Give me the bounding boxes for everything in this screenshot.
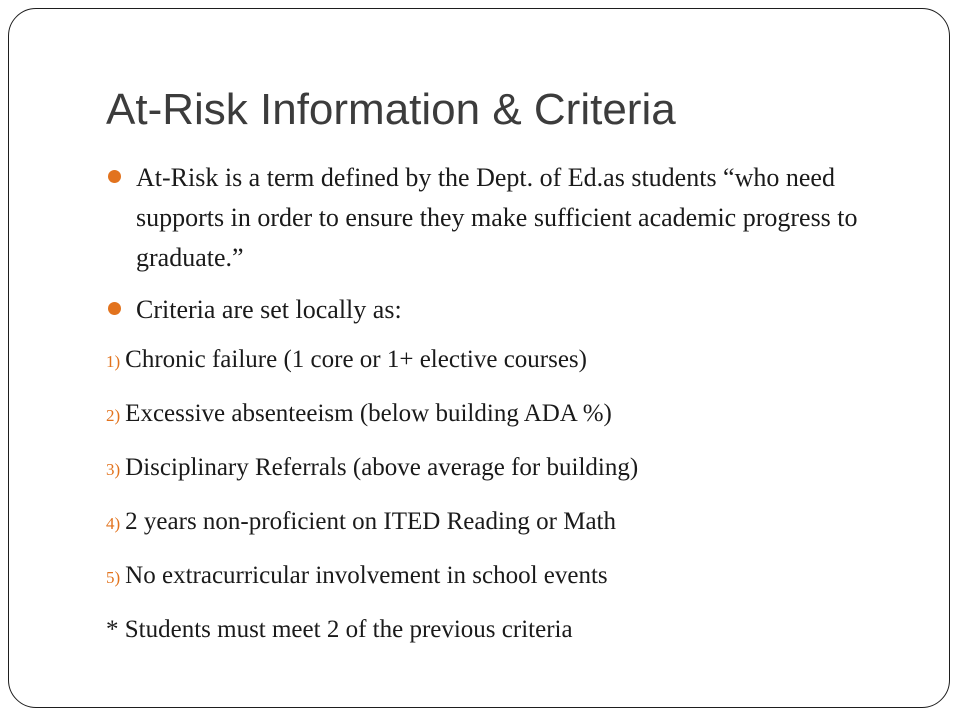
- bullet-text: At-Risk is a term defined by the Dept. of Ed.as students “who need supports in order to ensure they make sufficient academic progress to graduate.”: [136, 163, 858, 272]
- bullet-item-criteria-intro: [106, 290, 896, 330]
- bullet-item-definition: [106, 158, 896, 278]
- criteria-item: [106, 558, 896, 596]
- bullet-dot-icon: [108, 170, 121, 183]
- criteria-number: 3): [106, 460, 121, 479]
- criteria-footnote: * Students must meet 2 of the previous criteria: [106, 616, 573, 643]
- criteria-text: Chronic failure (1 core or 1+ elective courses): [125, 346, 587, 373]
- criteria-item: [106, 342, 896, 380]
- slide-title: At-Risk Information & Criteria: [106, 85, 676, 134]
- criteria-number: 5): [106, 568, 121, 587]
- criteria-text: Disciplinary Referrals (above average for building): [125, 454, 639, 481]
- criteria-text: No extracurricular involvement in school events: [125, 562, 608, 589]
- criteria-text: 2 years non-proficient on ITED Reading or Math: [125, 508, 617, 535]
- criteria-list: [106, 342, 896, 596]
- criteria-item: [106, 504, 896, 542]
- slide-content: [106, 158, 896, 648]
- criteria-number: 2): [106, 406, 121, 425]
- criteria-item: [106, 450, 896, 488]
- criteria-number: 4): [106, 514, 121, 533]
- bullet-text: Criteria are set locally as:: [136, 295, 402, 324]
- criteria-text: Excessive absenteeism (below building ADA %): [125, 400, 612, 427]
- bullet-dot-icon: [108, 302, 121, 315]
- criteria-number: 1): [106, 352, 121, 371]
- criteria-item: [106, 396, 896, 434]
